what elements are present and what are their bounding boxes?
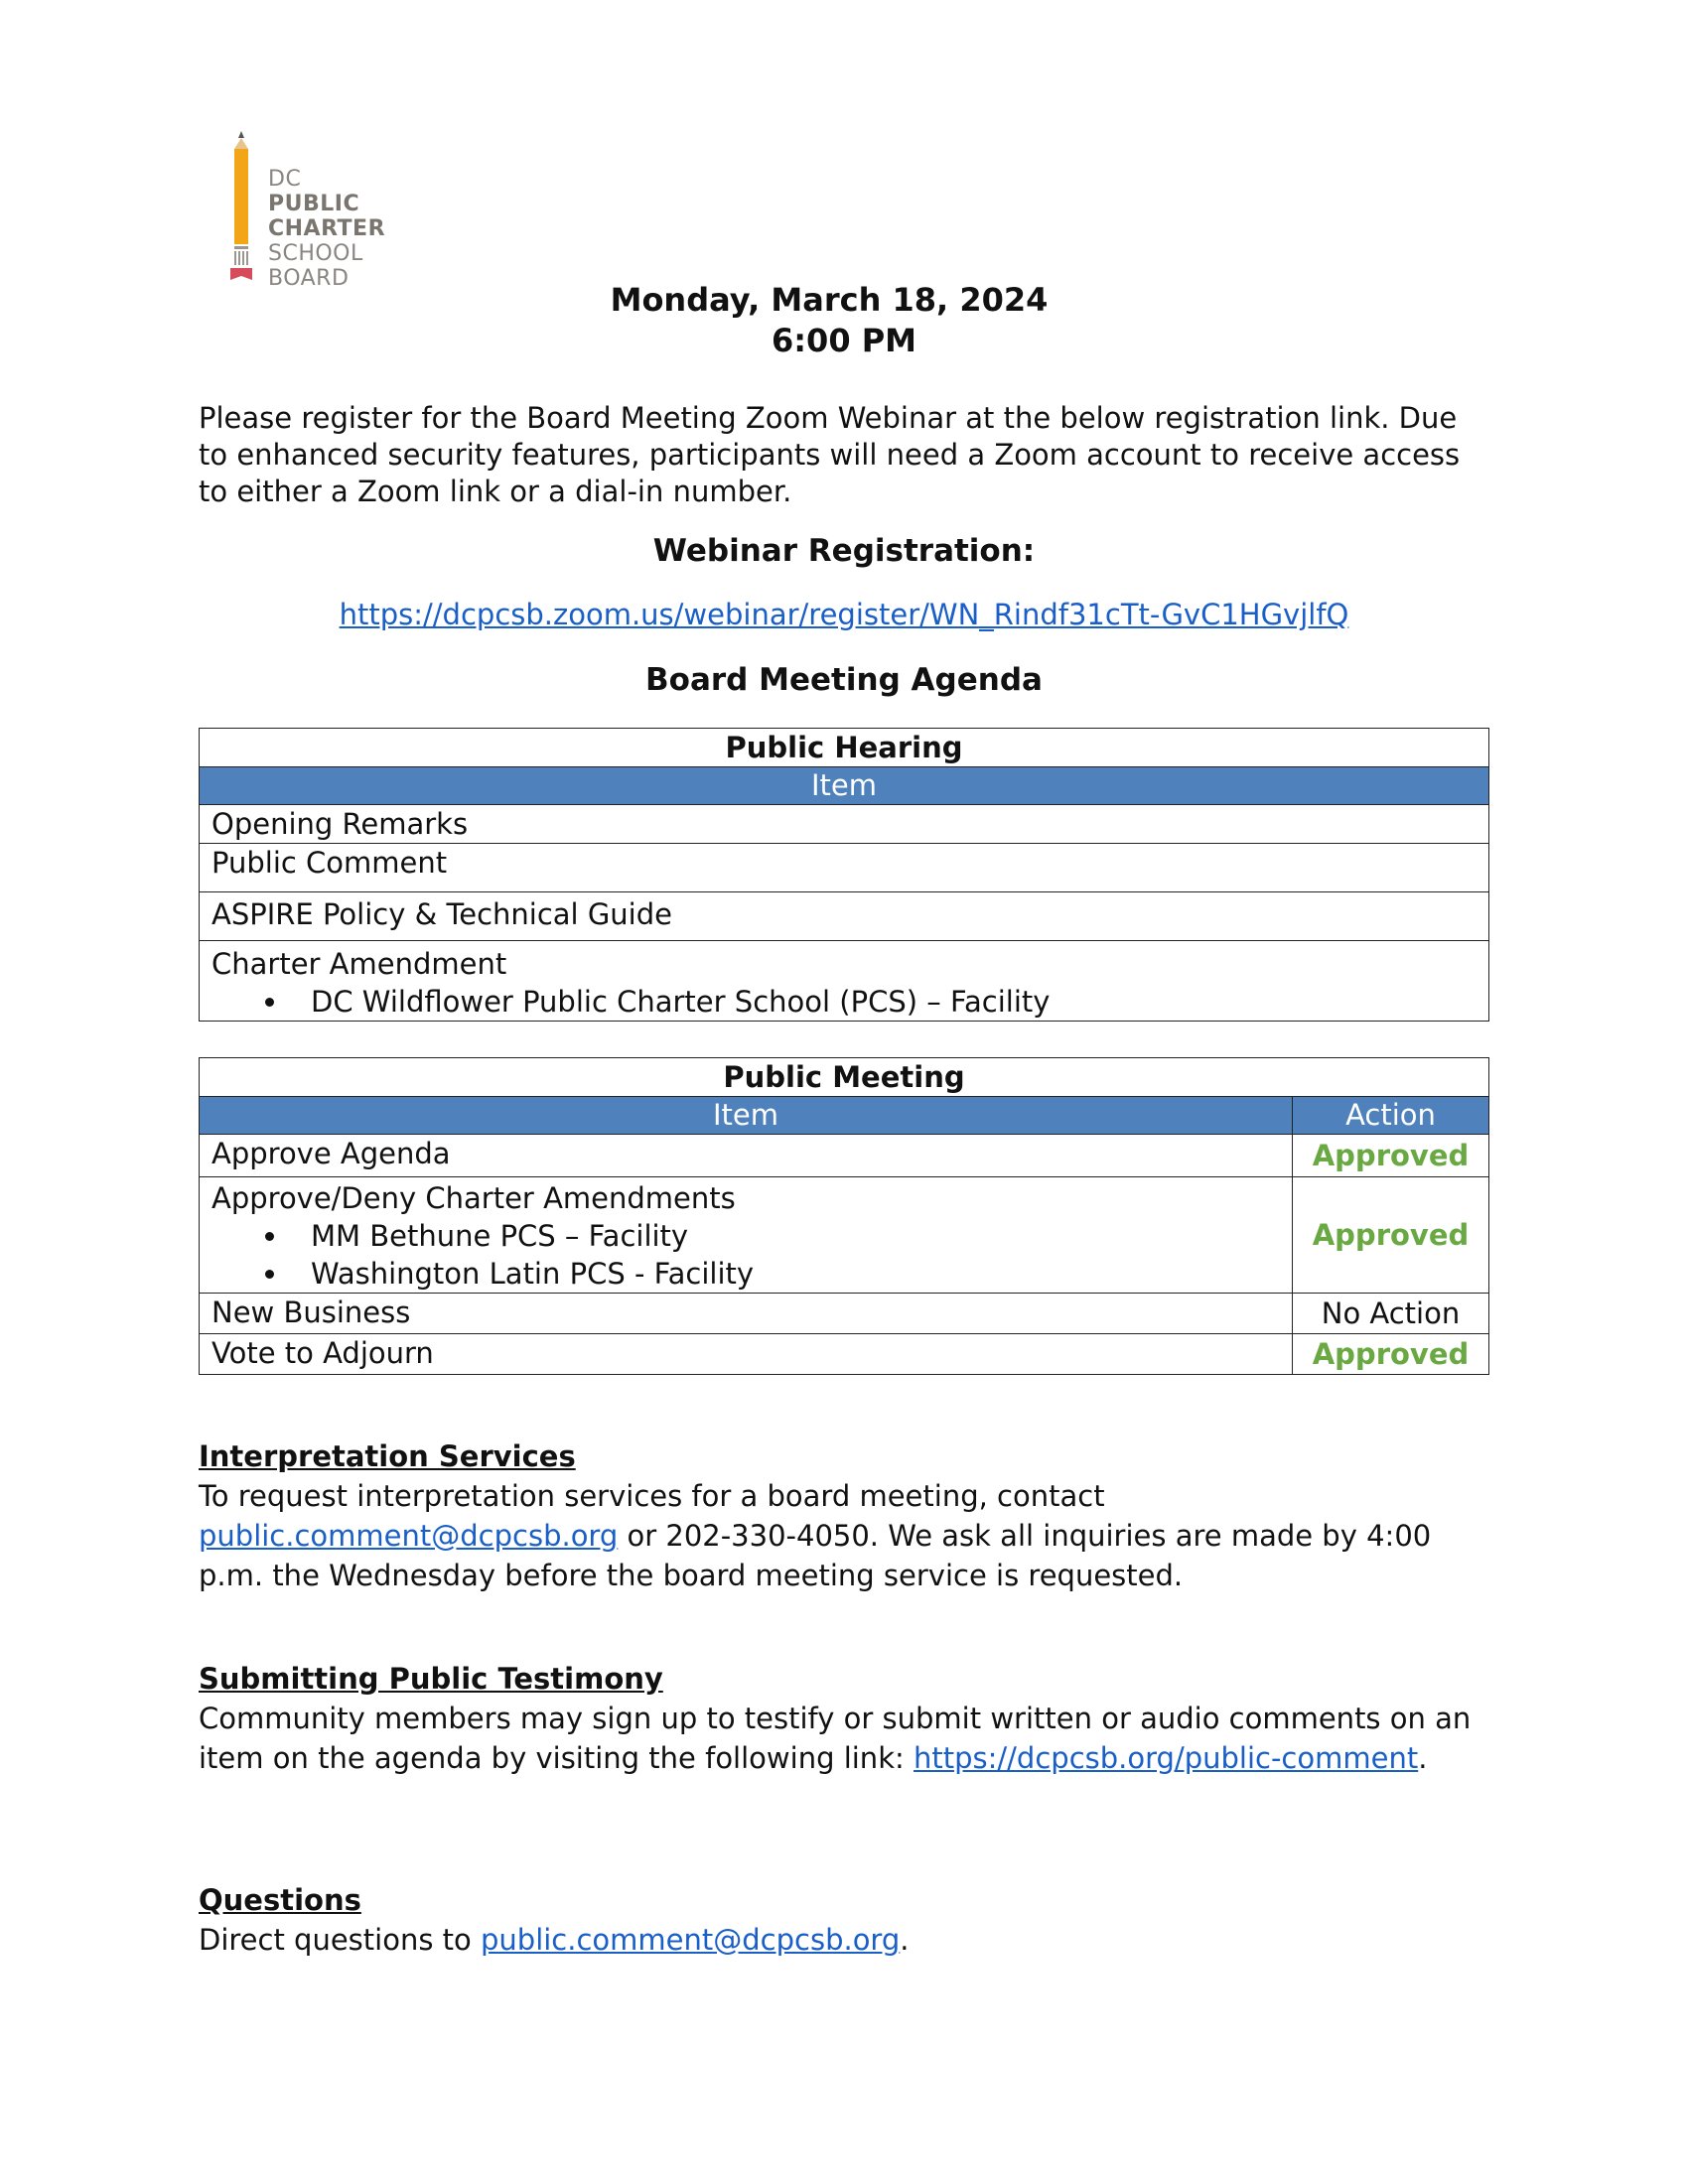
dcpcsb-logo (228, 129, 397, 298)
intro-paragraph: Please register for the Board Meeting Zoom Webinar at the below registration link. Due to enhanced security features, participants will need a Zoom account to receive access to either a Zoom link or a dial-in number. (199, 401, 1461, 508)
agenda-item: Public Comment (200, 844, 1489, 892)
logo-line: DC (268, 167, 302, 192)
meeting-date: Monday, March 18, 2024 (610, 281, 1049, 319)
section-body (199, 1699, 1489, 1778)
table-row (200, 844, 1489, 892)
table-row (200, 892, 1489, 941)
agenda-item: Vote to Adjourn (200, 1334, 1293, 1375)
email-link[interactable]: public.comment@dcpcsb.org (199, 1519, 619, 1553)
agenda-item-charter-amendments (200, 1177, 1293, 1294)
public-hearing-title: Public Hearing (200, 729, 1489, 767)
list-item: MM Bethune PCS – Facility (311, 1217, 1280, 1255)
public-comment-link[interactable]: https://dcpcsb.org/public-comment (913, 1741, 1419, 1775)
email-link[interactable]: public.comment@dcpcsb.org (481, 1923, 901, 1957)
agenda-heading: Board Meeting Agenda (645, 662, 1043, 698)
list-item: Washington Latin PCS - Facility (311, 1255, 1280, 1293)
agenda-item-label: Approve/Deny Charter Amendments (211, 1181, 736, 1215)
agenda-item: Approve Agenda (200, 1135, 1293, 1177)
logo-line: SCHOOL (268, 241, 363, 266)
section-body (199, 1920, 1489, 1960)
section-title: Interpretation Services (199, 1439, 576, 1473)
logo-wordmark (268, 167, 385, 291)
pencil-logo-icon (228, 129, 268, 298)
table-row (200, 1334, 1489, 1375)
section-title: Questions (199, 1883, 361, 1917)
table-row (200, 1177, 1489, 1294)
bullet-list (211, 983, 1477, 1021)
agenda-item: New Business (200, 1294, 1293, 1334)
interpretation-section (199, 1436, 1489, 1595)
column-header-item: Item (200, 1097, 1293, 1135)
webinar-heading: Webinar Registration: (652, 533, 1036, 569)
body-text: Community members may sign up to testify or submit written or audio comments on an item on the agenda by visiting the following link: (199, 1702, 1472, 1775)
body-text: To request interpretation services for a board meeting, contact (199, 1479, 1105, 1513)
body-text: . (1418, 1741, 1428, 1775)
agenda-item-charter-amendment (200, 941, 1489, 1022)
column-header-action: Action (1293, 1097, 1489, 1135)
public-hearing-table (199, 728, 1489, 1022)
webinar-registration-link[interactable]: https://dcpcsb.zoom.us/webinar/register/WN_Rindf31cTt-GvC1HGvjlfQ (339, 598, 1349, 631)
section-body (199, 1476, 1489, 1595)
webinar-link-container (0, 598, 1688, 631)
questions-section (199, 1880, 1489, 1960)
body-text: Direct questions to (199, 1923, 481, 1957)
status-approved: Approved (1293, 1177, 1489, 1294)
bullet-list (211, 1217, 1280, 1293)
column-header-item: Item (200, 767, 1489, 805)
table-row (200, 805, 1489, 844)
public-meeting-title: Public Meeting (200, 1058, 1489, 1097)
list-item: DC Wildflower Public Charter School (PCS) – Facility (311, 983, 1477, 1021)
logo-line: PUBLIC (268, 192, 360, 216)
table-row (200, 1294, 1489, 1334)
meeting-time: 6:00 PM (771, 322, 917, 359)
status-approved: Approved (1293, 1334, 1489, 1375)
table-row (200, 941, 1489, 1022)
testimony-section (199, 1659, 1489, 1778)
status-approved: Approved (1293, 1135, 1489, 1177)
agenda-item: ASPIRE Policy & Technical Guide (200, 892, 1489, 941)
section-title: Submitting Public Testimony (199, 1662, 663, 1696)
logo-line: CHARTER (268, 216, 386, 241)
public-meeting-table (199, 1057, 1489, 1375)
logo-line: BOARD (268, 266, 350, 291)
status-no-action: No Action (1293, 1294, 1489, 1334)
agenda-item: Opening Remarks (200, 805, 1489, 844)
table-row (200, 1135, 1489, 1177)
body-text: or 202-330-4050. We ask all inquiries are made by 4:00 p.m. the Wednesday before the board meeting service is requested. (199, 1519, 1432, 1592)
meeting-datetime (0, 280, 1688, 361)
body-text: . (900, 1923, 910, 1957)
agenda-item-label: Charter Amendment (211, 947, 507, 981)
